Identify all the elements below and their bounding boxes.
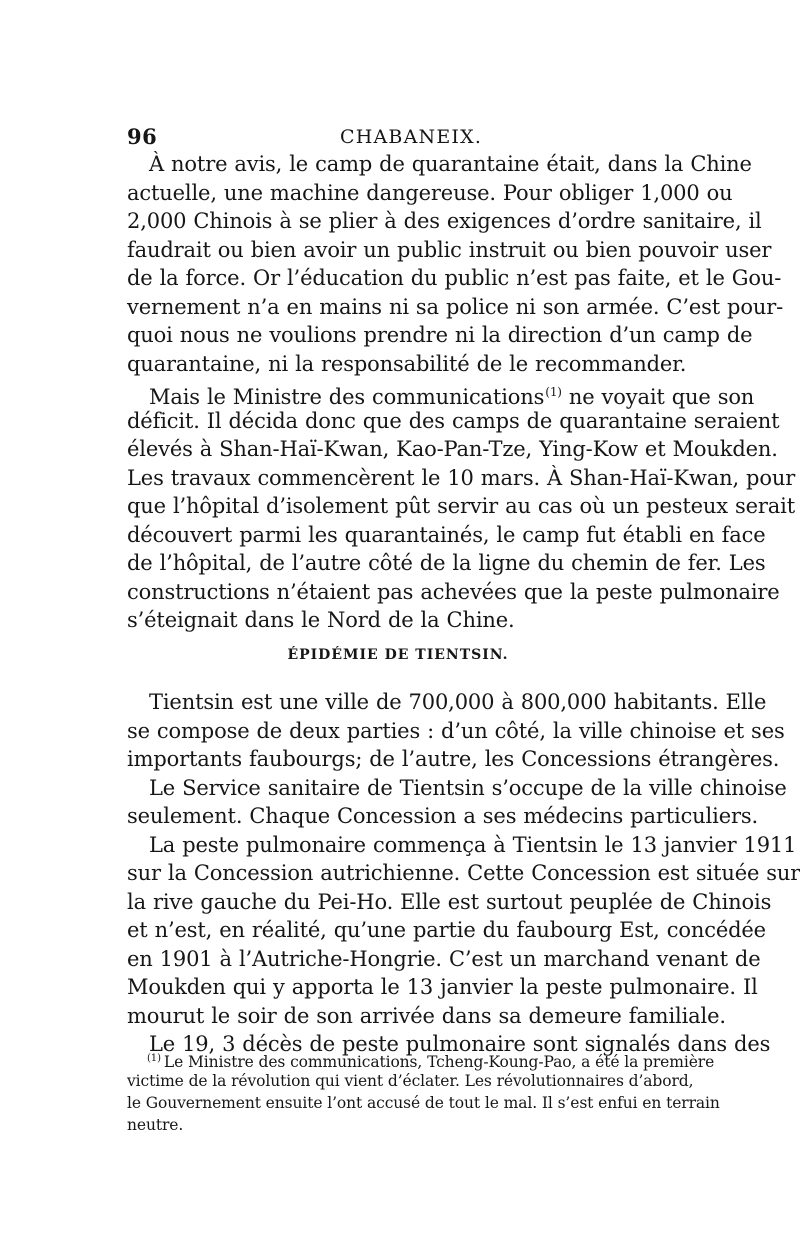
text-line: s’éteignait dans le Nord de la Chine. xyxy=(127,608,515,632)
text-line: Le Service sanitaire de Tientsin s’occupe de la ville chinoise xyxy=(149,775,787,800)
text-line: Tientsin est une ville de 700,000 à 800,000 habitants. Elle xyxy=(149,690,767,714)
running-head: CHABANEIX. xyxy=(340,126,483,148)
text-line: que l’hôpital d’isolement pût servir au cas où un pesteux serait xyxy=(127,494,796,518)
footnote-line: le Gouvernement ensuite l’ont accusé de tout le mal. Il s’est enfui en terrain xyxy=(127,1094,720,1112)
footnote-line xyxy=(127,1048,715,1071)
text-line: la rive gauche du Pei-Ho. Elle est surtout peuplée de Chinois xyxy=(127,889,772,914)
text-line: faudrait ou bien avoir un public instruit ou bien pouvoir user xyxy=(127,237,772,262)
body-text-section-one xyxy=(127,150,796,635)
text-fragment: ne voyait que son xyxy=(561,385,755,409)
text-line: constructions n’étaient pas achevées que la peste pulmonaire xyxy=(127,579,780,604)
footnote-marker: (1) xyxy=(147,1053,161,1064)
text-line: découvert parmi les quarantainés, le camp fut établi en face xyxy=(127,522,766,547)
page-number: 96 xyxy=(127,124,158,149)
text-line: en 1901 à l’Autriche-Hongrie. C’est un marchand venant de xyxy=(127,946,761,971)
text-line: quoi nous ne voulions prendre ni la direction d’un camp de xyxy=(127,323,753,347)
text-line: déficit. Il décida donc que des camps de quarantaine seraient xyxy=(127,408,780,433)
text-line: Le 19, 3 décès de peste pulmonaire sont signalés dans des xyxy=(149,1032,771,1056)
text-fragment: Mais le Ministre des communications xyxy=(149,385,545,409)
text-line: 2,000 Chinois à se plier à des exigences d’ordre sanitaire, il xyxy=(127,209,762,233)
text-line: Les travaux commencèrent le 10 mars. À Shan-Haï-Kwan, pour xyxy=(127,465,796,490)
footnote-line: victime de la révolution qui vient d’éclater. Les révolutionnaires d’abord, xyxy=(127,1072,694,1090)
text-line: sur la Concession autrichienne. Cette Concession est située sur xyxy=(127,861,800,885)
section-heading: ÉPIDÉMIE DE TIENTSIN. xyxy=(287,647,509,663)
text-line: Moukden qui y apporta le 13 janvier la peste pulmonaire. Il xyxy=(127,975,758,999)
text-line: élevés à Shan-Haï-Kwan, Kao-Pan-Tze, Ying-Kow et Moukden. xyxy=(127,437,778,461)
text-line: mourut le soir de son arrivée dans sa demeure familiale. xyxy=(127,1003,726,1028)
text-line: À notre avis, le camp de quarantaine était, dans la Chine xyxy=(149,152,752,176)
text-line: La peste pulmonaire commença à Tientsin le 13 janvier 1911 xyxy=(149,832,797,857)
text-line-with-footnote-ref xyxy=(127,378,755,409)
text-line: quarantaine, ni la responsabilité de le recommander. xyxy=(127,351,687,376)
footnote xyxy=(127,1048,720,1136)
text-line: et n’est, en réalité, qu’une partie du faubourg Est, concédée xyxy=(127,918,766,942)
text-line: de la force. Or l’éducation du public n’est pas faite, et le Gou- xyxy=(127,266,782,290)
text-line: importants faubourgs; de l’autre, les Concessions étrangères. xyxy=(127,747,780,771)
text-line: seulement. Chaque Concession a ses médecins particuliers. xyxy=(127,804,759,828)
text-line: de l’hôpital, de l’autre côté de la ligne du chemin de fer. Les xyxy=(127,551,766,575)
footnote-reference: (1) xyxy=(545,385,562,399)
footnote-text: Le Ministre des communications, Tcheng-Koung-Pao, a été la première xyxy=(163,1053,715,1071)
body-text-section-two xyxy=(127,688,800,1059)
footnote-line: neutre. xyxy=(127,1116,184,1134)
text-line: vernement n’a en mains ni sa police ni son armée. C’est pour- xyxy=(127,294,784,319)
text-line: actuelle, une machine dangereuse. Pour obliger 1,000 ou xyxy=(127,180,733,205)
text-line: se compose de deux parties : d’un côté, la ville chinoise et ses xyxy=(127,718,785,743)
